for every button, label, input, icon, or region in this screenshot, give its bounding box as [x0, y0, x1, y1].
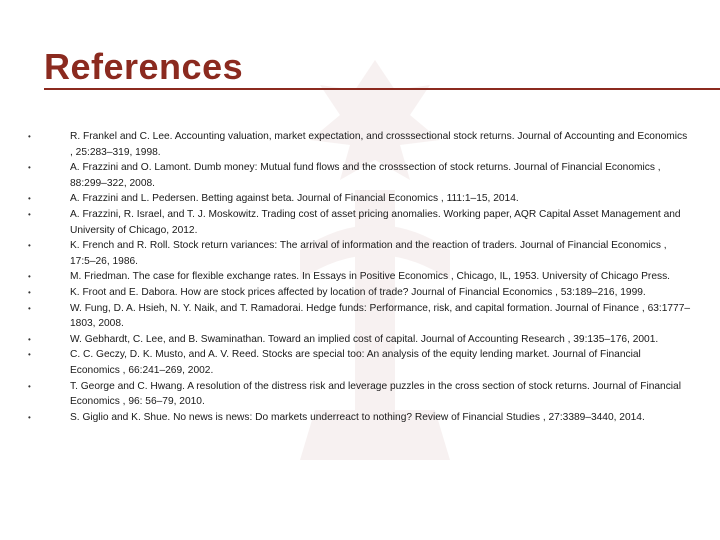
- reference-text: R. Frankel and C. Lee. Accounting valuation, market expectation, and crosssectional stock returns. Journal of Accounting and Economics , 25:283–319, 1998.: [70, 131, 688, 158]
- bullet-icon: •: [28, 303, 31, 313]
- reference-item: [28, 160, 692, 191]
- reference-item: [28, 238, 692, 269]
- bullet-icon: •: [28, 194, 31, 204]
- reference-text: A. Frazzini and L. Pedersen. Betting against beta. Journal of Financial Economics , 111:1–15, 2014.: [70, 193, 519, 205]
- reference-item: [28, 129, 692, 160]
- reference-text: A. Frazzini, R. Israel, and T. J. Moskowitz. Trading cost of asset pricing anomalies. Working paper, AQR Capital Asset Management and University of Chicago, 2012.: [70, 208, 681, 236]
- reference-text: A. Frazzini and O. Lamont. Dumb money: Mutual fund flows and the crosssection of stock returns. Journal of Financial Economics , 88:299–322, 2008.: [70, 162, 661, 189]
- reference-item: [28, 379, 692, 410]
- bullet-icon: •: [28, 163, 31, 173]
- reference-text: K. Froot and E. Dabora. How are stock prices affected by location of trade? Journal of Financial Economics , 53:189–216, 1999.: [70, 286, 646, 298]
- reference-text: W. Gebhardt, C. Lee, and B. Swaminathan. Toward an implied cost of capital. Journal of Accounting Research , 39:135–176, 2001.: [70, 333, 659, 345]
- reference-item: [28, 347, 692, 378]
- reference-item: [28, 332, 692, 348]
- reference-item: [28, 191, 692, 207]
- title-underline: [44, 88, 720, 90]
- bullet-icon: •: [28, 209, 31, 219]
- reference-item: [28, 301, 692, 332]
- reference-item: [28, 207, 692, 238]
- reference-item: [28, 269, 692, 285]
- reference-item: [28, 285, 692, 301]
- bullet-icon: •: [28, 334, 31, 344]
- bullet-icon: •: [28, 381, 31, 391]
- reference-text: K. French and R. Roll. Stock return variances: The arrival of information and the reaction of traders. Journal of Financial Economics , 17:5–26, 1986.: [70, 240, 667, 267]
- reference-text: T. George and C. Hwang. A resolution of the distress risk and leverage puzzles in the cross section of stock returns. Journal of Financial Economics , 96: 56–79, 2010.: [70, 380, 681, 408]
- page-title: References: [44, 46, 244, 87]
- reference-text: W. Fung, D. A. Hsieh, N. Y. Naik, and T. Ramadorai. Hedge funds: Performance, risk, and capital formation. Journal of Finance , 63:1777–1803, 2008.: [70, 302, 691, 330]
- bullet-icon: •: [28, 272, 31, 282]
- bullet-icon: •: [28, 350, 31, 360]
- bullet-icon: •: [28, 132, 31, 141]
- reference-text: M. Friedman. The case for flexible exchange rates. In Essays in Positive Economics , Chicago, IL, 1953. University of Chicago Press.: [70, 271, 671, 283]
- bullet-icon: •: [28, 412, 31, 422]
- reference-list: [28, 129, 692, 425]
- reference-text: C. C. Geczy, D. K. Musto, and A. V. Reed. Stocks are special too: An analysis of the equity lending market. Journal of Financial Economics , 66:241–269, 2002.: [70, 349, 641, 376]
- reference-item: [28, 410, 692, 426]
- reference-text: S. Giglio and K. Shue. No news is news: Do markets underreact to nothing? Review of Financial Studies , 27:3389–3440, 2014.: [70, 411, 645, 423]
- bullet-icon: •: [28, 287, 31, 297]
- bullet-icon: •: [28, 241, 31, 251]
